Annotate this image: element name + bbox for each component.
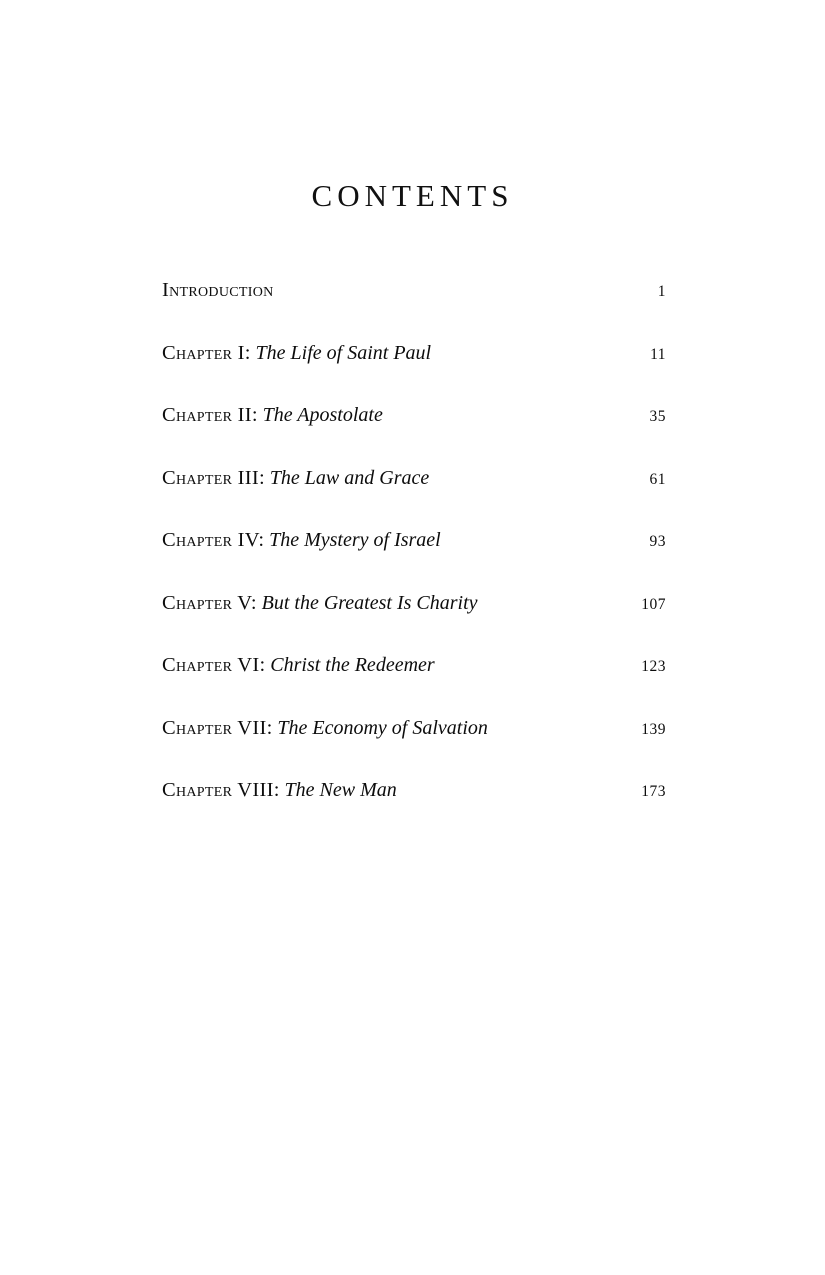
- toc-entry-label: Chapter III:: [162, 466, 266, 489]
- toc-entry-title: The Economy of Salvation: [277, 716, 488, 739]
- toc-entry-title: But the Greatest Is Charity: [261, 591, 478, 614]
- toc-entry-label: Chapter I:: [162, 341, 251, 364]
- toc-entry-page: 173: [641, 783, 666, 800]
- table-of-contents: [162, 280, 666, 843]
- toc-entry-label: Introduction: [162, 279, 274, 301]
- toc-entry-page: 93: [649, 533, 666, 550]
- list-item[interactable]: [162, 718, 666, 781]
- toc-entry-page: 61: [649, 470, 666, 488]
- list-item[interactable]: [162, 343, 666, 406]
- toc-entry-page: 107: [641, 595, 666, 613]
- toc-entry-text: [162, 405, 383, 426]
- toc-entry-page: 1: [657, 283, 666, 300]
- list-item[interactable]: [162, 280, 666, 343]
- toc-entry-title: The Life of Saint Paul: [255, 341, 432, 364]
- toc-entry-text: [162, 530, 441, 551]
- toc-entry-page: 35: [649, 408, 666, 425]
- toc-entry-page: 11: [650, 345, 666, 363]
- toc-entry-title: The Mystery of Israel: [269, 529, 441, 551]
- toc-entry-text: [162, 468, 429, 489]
- list-item[interactable]: [162, 468, 666, 531]
- toc-entry-page: 123: [641, 658, 666, 675]
- list-item[interactable]: [162, 593, 666, 656]
- toc-entry-label: Chapter VII:: [162, 716, 273, 739]
- toc-entry-text: [162, 718, 488, 739]
- toc-entry-label: Chapter V:: [162, 591, 257, 614]
- list-item[interactable]: [162, 530, 666, 593]
- list-item[interactable]: [162, 405, 666, 468]
- toc-entry-title: The New Man: [284, 779, 397, 801]
- toc-entry-label: Chapter VI:: [162, 654, 266, 676]
- toc-entry-title: The Law and Grace: [269, 466, 430, 489]
- toc-entry-text: [162, 280, 274, 301]
- list-item[interactable]: [162, 655, 666, 718]
- list-item[interactable]: [162, 780, 666, 843]
- toc-entry-text: [162, 593, 478, 614]
- toc-entry-text: [162, 780, 397, 801]
- page-title: CONTENTS: [311, 178, 514, 213]
- toc-entry-title: The Apostolate: [262, 404, 383, 426]
- toc-entry-label: Chapter IV:: [162, 529, 265, 551]
- toc-entry-title: Christ the Redeemer: [270, 654, 435, 676]
- toc-entry-text: [162, 655, 435, 676]
- toc-entry-page: 139: [641, 720, 666, 738]
- toc-entry-label: Chapter II:: [162, 404, 258, 426]
- toc-entry-text: [162, 343, 431, 364]
- toc-entry-label: Chapter VIII:: [162, 779, 280, 801]
